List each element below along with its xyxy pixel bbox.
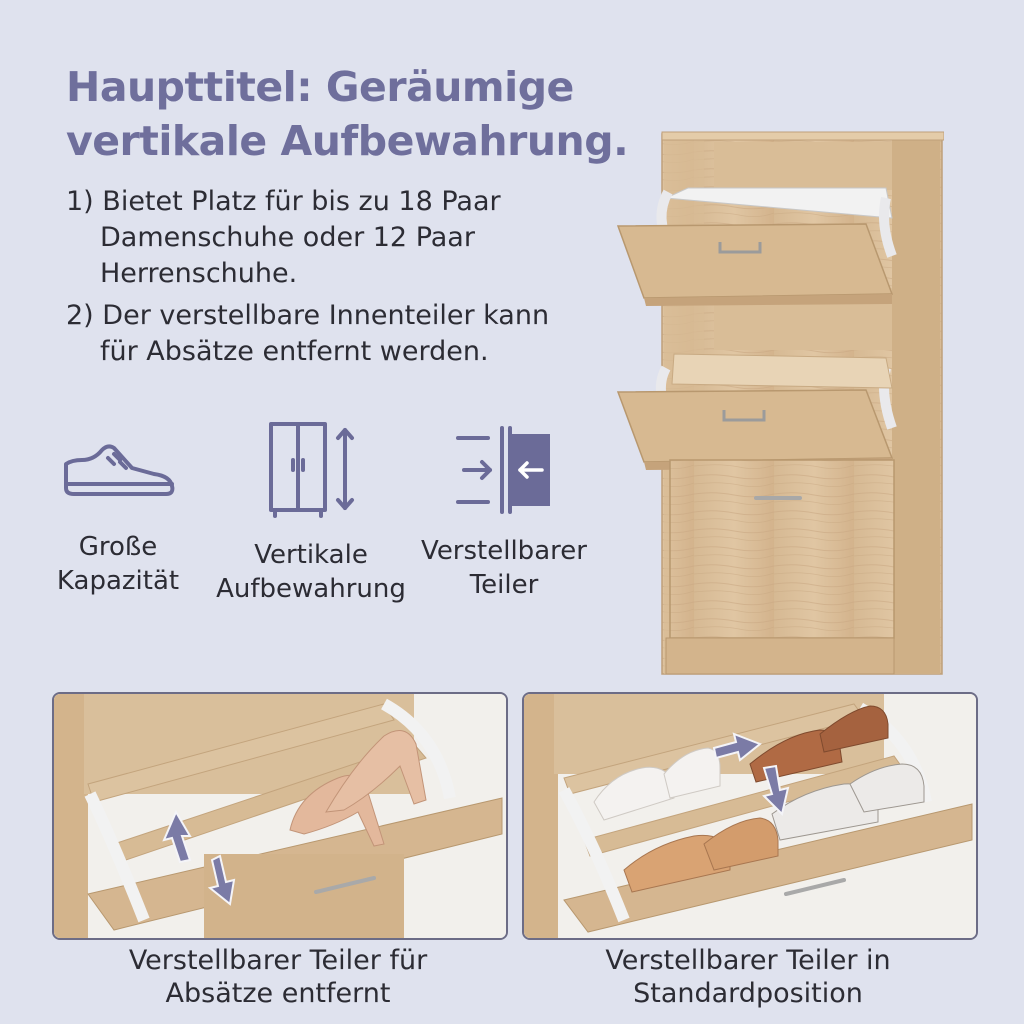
feature-label: Kapazität (56, 566, 180, 596)
bullet-capacity (66, 184, 626, 292)
caption-standard (522, 944, 974, 1010)
bullet-line: 1) Bietet Platz für bis zu 18 Paar (66, 186, 501, 217)
feature-label: Vertikale (254, 540, 368, 570)
page-title (66, 60, 686, 168)
feature-label: Große (78, 532, 158, 562)
feature-capacity (48, 436, 188, 598)
caption-line: Verstellbarer Teiler in (605, 945, 891, 976)
bullet-line: Damenschuhe oder 12 Paar (100, 222, 475, 253)
shoe-icon (58, 436, 178, 506)
title-line-2: vertikale Aufbewahrung. (66, 117, 629, 165)
caption-heels (52, 944, 504, 1010)
title-line-1: Haupttitel: Geräumige (66, 63, 574, 111)
feature-vertical (206, 420, 416, 606)
caption-line: Standardposition (633, 978, 863, 1009)
feature-label: Teiler (469, 570, 539, 600)
feature-label: Verstellbarer (421, 536, 587, 566)
divider-arrows-icon (454, 424, 554, 516)
feature-divider (404, 424, 604, 602)
feature-list (66, 184, 626, 376)
caption-line: Absätze entfernt (165, 978, 391, 1009)
detail-photo-standard (522, 692, 978, 940)
bullet-line: Herrenschuhe. (100, 258, 298, 289)
shoe-cabinet-image (614, 128, 944, 680)
feature-label: Aufbewahrung (216, 574, 406, 604)
bullet-divider (66, 298, 626, 370)
wardrobe-height-icon (261, 420, 361, 520)
bullet-line: für Absätze entfernt werden. (100, 336, 489, 367)
detail-photo-heels (52, 692, 508, 940)
caption-line: Verstellbarer Teiler für (128, 945, 428, 976)
bullet-line: 2) Der verstellbare Innenteiler kann (66, 300, 550, 331)
